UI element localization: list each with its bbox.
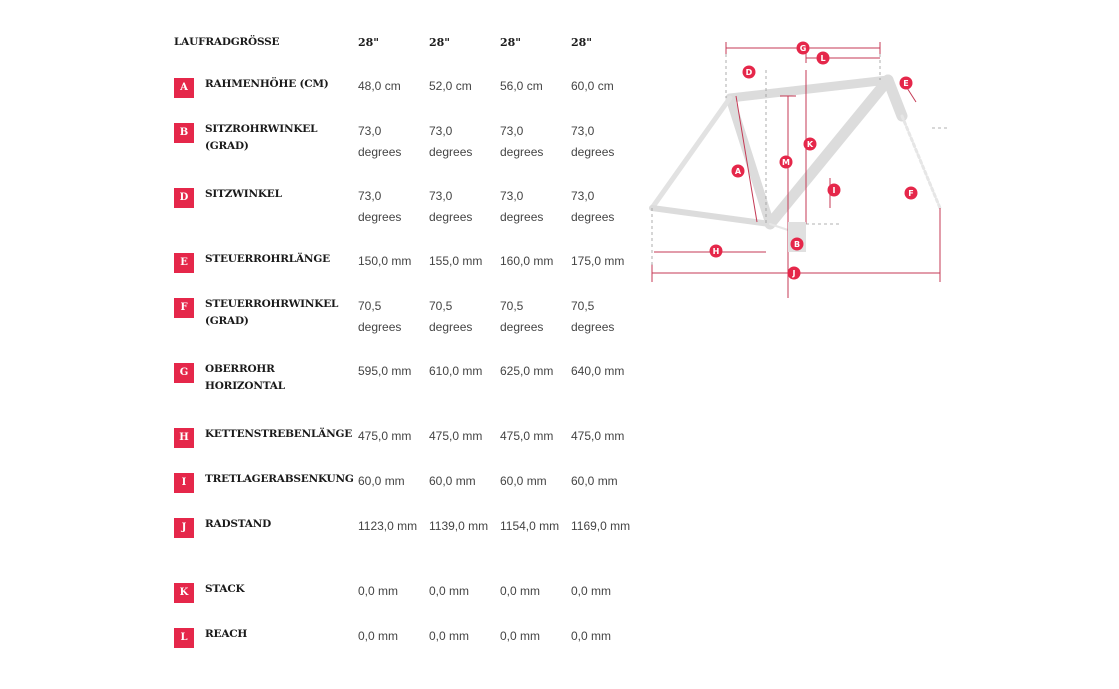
dimension-value: 150,0 mm: [358, 254, 412, 268]
dimension-value: 70,5 degrees: [358, 299, 402, 334]
dimension-value: 48,0 cm: [358, 79, 401, 93]
wheel-size-header-cell: 28": [500, 36, 522, 49]
dimension-value: 475,0 mm: [429, 429, 483, 443]
dimension-marker: [797, 42, 810, 55]
dimension-value: 475,0 mm: [500, 429, 554, 443]
dimension-letter-badge: G: [174, 363, 194, 383]
wheel-size-header-label: LAUFRADGRÖSSE: [174, 36, 280, 48]
dimension-value: 0,0 mm: [571, 584, 612, 598]
dimension-marker-letter: D: [745, 68, 753, 77]
dimension-marker: [710, 245, 723, 258]
dimension-value: 0,0 mm: [358, 629, 399, 643]
dimension-marker-letter: F: [908, 189, 914, 198]
dimension-value: 70,5 degrees: [429, 299, 473, 334]
dimension-value: 73,0 degrees: [358, 124, 402, 159]
dimension-marker-letter: K: [806, 140, 814, 149]
dimension-label: STACK: [205, 583, 245, 595]
dimension-value: 60,0 mm: [500, 474, 547, 488]
dimension-value: 73,0 degrees: [429, 124, 473, 159]
dimension-value: 155,0 mm: [429, 254, 483, 268]
bike-frame: [652, 80, 940, 234]
dimension-letter-badge: F: [174, 298, 194, 318]
dimension-label: RAHMENHÖHE (CM): [205, 78, 329, 90]
dimension-marker-letter: A: [734, 167, 742, 176]
dimension-marker: [780, 156, 793, 169]
dimension-label: REACH: [205, 628, 248, 640]
dimension-value: 70,5 degrees: [571, 299, 615, 334]
dimension-marker-letter: E: [903, 79, 909, 88]
dimension-value: 60,0 mm: [429, 474, 476, 488]
dimension-value: 52,0 cm: [429, 79, 472, 93]
dimension-marker-letter: G: [799, 44, 807, 53]
dimension-value: 56,0 cm: [500, 79, 543, 93]
dimension-lines: [652, 42, 940, 298]
dimension-letter-badge: I: [174, 473, 194, 493]
dimension-marker: [743, 66, 756, 79]
dimension-value: 73,0 degrees: [500, 189, 544, 224]
dimension-value: 0,0 mm: [571, 629, 612, 643]
dimension-label: SITZWINKEL: [205, 188, 282, 200]
dimension-value: 60,0 cm: [571, 79, 614, 93]
wheel-size-header-cell: 28": [571, 36, 593, 49]
wheel-size-header-cell: 28": [358, 36, 380, 49]
dimension-value: 1169,0 mm: [571, 519, 631, 533]
table-header: [174, 36, 644, 56]
dimension-letter-badge: K: [174, 583, 194, 603]
dimension-marker-letter: B: [793, 240, 801, 249]
dimension-label: OBERROHR HORIZONTAL: [205, 363, 285, 392]
dimension-marker: [791, 238, 804, 251]
dimension-value: 0,0 mm: [429, 584, 470, 598]
dimension-value: 610,0 mm: [429, 364, 483, 378]
dimension-value: 73,0 degrees: [429, 189, 473, 224]
dimension-letter-badge: H: [174, 428, 194, 448]
dimension-letter-badge: E: [174, 253, 194, 273]
wheel-size-header-cell: 28": [429, 36, 451, 49]
dimension-label: KETTENSTREBENLÄNGE: [205, 428, 353, 440]
dimension-marker: [905, 187, 918, 200]
dimension-letter-badge: L: [174, 628, 194, 648]
dimension-value: 0,0 mm: [429, 629, 470, 643]
dimension-value: 73,0 degrees: [571, 124, 615, 159]
dimension-letter-badge: D: [174, 188, 194, 208]
dimension-value: 475,0 mm: [571, 429, 625, 443]
dimension-marker: [817, 52, 830, 65]
dimension-label: RADSTAND: [205, 518, 272, 530]
dimension-value: 640,0 mm: [571, 364, 625, 378]
dimension-letter-badge: J: [174, 518, 194, 538]
dimension-marker-letter: L: [820, 54, 826, 63]
dimension-value: 73,0 degrees: [500, 124, 544, 159]
dimension-value: 1139,0 mm: [429, 519, 489, 533]
dimension-letter-badge: A: [174, 78, 194, 98]
dimension-value: 73,0 degrees: [358, 189, 402, 224]
dimension-value: 70,5 degrees: [500, 299, 544, 334]
dimension-marker: [804, 138, 817, 151]
dimension-marker-letter: M: [782, 158, 790, 167]
dimension-marker-letter: H: [712, 247, 720, 256]
dimension-value: 625,0 mm: [500, 364, 554, 378]
bike-geometry-diagram: [640, 36, 960, 306]
dimension-label: TRETLAGERABSENKUNG: [205, 473, 354, 485]
dimension-value: 1154,0 mm: [500, 519, 560, 533]
dimension-value: 0,0 mm: [500, 584, 541, 598]
dimension-label: SITZROHRWINKEL (GRAD): [205, 123, 318, 152]
dimension-marker: [900, 77, 913, 90]
dimension-value: 60,0 mm: [358, 474, 405, 488]
dimension-label: STEUERROHRWINKEL (GRAD): [205, 298, 339, 327]
dimension-value: 0,0 mm: [358, 584, 399, 598]
dimension-value: 595,0 mm: [358, 364, 412, 378]
dimension-value: 175,0 mm: [571, 254, 625, 268]
dimension-label: STEUERROHRLÄNGE: [205, 253, 330, 265]
dimension-value: 60,0 mm: [571, 474, 618, 488]
dimension-letter-badge: B: [174, 123, 194, 143]
dimension-value: 73,0 degrees: [571, 189, 615, 224]
dimension-marker: [732, 165, 745, 178]
dimension-marker: [788, 267, 801, 280]
dimension-value: 475,0 mm: [358, 429, 412, 443]
dimension-marker-letter: J: [792, 269, 796, 278]
dimension-marker-letter: I: [832, 186, 836, 195]
dimension-marker: [828, 184, 841, 197]
dimension-value: 1123,0 mm: [358, 519, 418, 533]
dimension-value: 0,0 mm: [500, 629, 541, 643]
dimension-value: 160,0 mm: [500, 254, 554, 268]
